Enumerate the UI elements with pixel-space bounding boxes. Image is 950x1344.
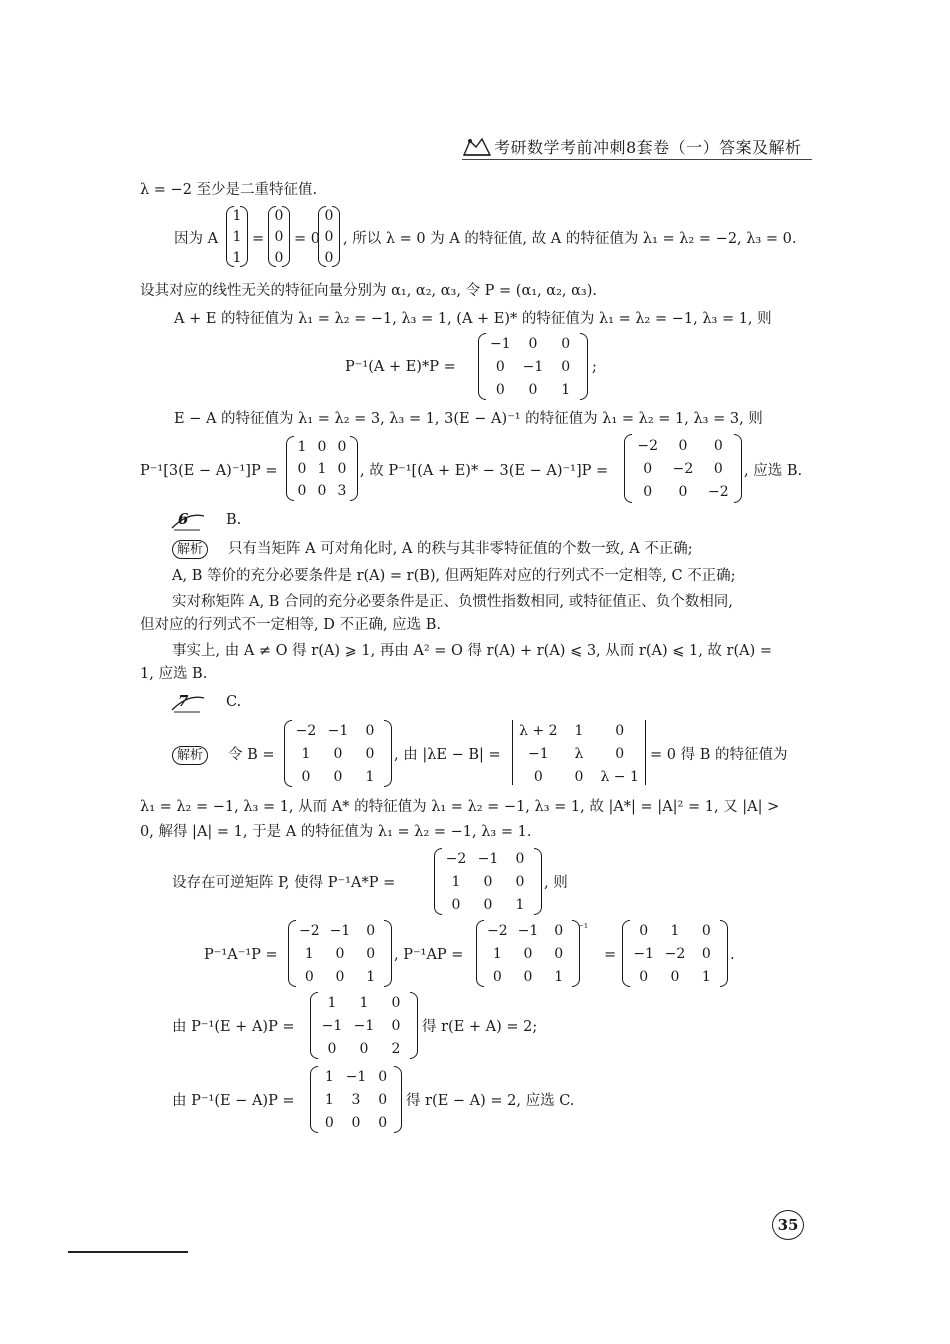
matrix-entry: 1 [324, 1069, 334, 1086]
text-line: , 应选 B. [744, 463, 803, 479]
matrix-entry: 0 [701, 946, 711, 962]
matrix-entry: 0 [335, 968, 345, 985]
matrix-entry: 0 [351, 1114, 361, 1131]
footer-rule [68, 1251, 188, 1253]
matrix [624, 434, 742, 504]
matrix-entry: 1 [492, 946, 502, 962]
text-line: 但对应的行列式不一定相等, D 不正确, 应选 B. [140, 617, 442, 633]
determinant [512, 720, 646, 788]
matrix-entry: 0 [643, 484, 653, 501]
matrix-entry: 0 [366, 946, 376, 962]
matrix-entry: 1 [232, 229, 242, 245]
matrix-entry: 0 [639, 923, 649, 940]
matrix-entry: 1 [324, 1092, 334, 1108]
matrix-entry: 0 [554, 946, 564, 962]
text-line: , P⁻¹AP = [394, 947, 464, 963]
matrix-entry: 0 [528, 381, 538, 398]
text-line: 得 r(E − A) = 2, 应选 C. [406, 1093, 575, 1109]
matrix-entry: −2 [445, 851, 467, 868]
matrix-entry: 0 [304, 968, 314, 985]
text-line: = 0 得 B 的特征值为 [650, 747, 788, 763]
matrix-right-bracket [645, 720, 646, 785]
matrix-entry: 0 [378, 1069, 388, 1086]
header-rule [462, 159, 812, 160]
matrix-entry: 0 [495, 381, 505, 398]
matrix [268, 206, 290, 268]
matrix-entry: 0 [324, 1114, 334, 1131]
matrix-left-bracket [512, 720, 513, 785]
matrix-entry: 0 [297, 461, 307, 477]
matrix-entry: 1 [701, 968, 711, 985]
matrix-entry: λ + 2 [519, 723, 558, 740]
text-line: 得 r(E + A) = 2; [422, 1019, 538, 1035]
analysis-tag: 解析 [172, 539, 208, 559]
answer-choice: C. [226, 694, 242, 710]
matrix-entry: 0 [391, 995, 401, 1012]
text-line: = [252, 231, 265, 247]
matrix-entry: −1 [633, 946, 654, 962]
matrix [318, 206, 340, 268]
matrix-entry: 0 [713, 437, 723, 454]
matrix-entry: 0 [337, 439, 347, 455]
matrix-entry: 0 [643, 461, 653, 477]
matrix-entry: 0 [615, 723, 625, 740]
matrix [284, 720, 392, 788]
matrix-entry: 0 [317, 483, 327, 499]
matrix-entry: 0 [528, 336, 538, 353]
matrix-entry: 0 [324, 208, 334, 225]
matrix [310, 1066, 402, 1134]
book-stack-icon [462, 135, 492, 157]
matrix-entry: 0 [274, 208, 284, 225]
text-line: A + E 的特征值为 λ₁ = λ₂ = −1, λ₃ = 1, (A + E)* 的特征值为 λ₁ = λ₂ = −1, λ₃ = 1, 则 [174, 311, 772, 327]
matrix-entry: 0 [327, 1040, 337, 1057]
matrix-entry: 0 [678, 484, 688, 501]
matrix-entry: 1 [574, 723, 584, 740]
text-line: P⁻¹[3(E − A)⁻¹]P = [140, 463, 278, 479]
matrix-entry: 0 [495, 359, 505, 375]
matrix-entry: 0 [483, 896, 493, 913]
matrix-entry: −2 [637, 437, 658, 454]
matrix-entry: 1 [301, 746, 311, 762]
matrix-entry: 0 [391, 1018, 401, 1034]
matrix-entry: 0 [523, 946, 533, 962]
matrix-entry: 1 [317, 461, 327, 477]
matrix-entry: 1 [359, 995, 369, 1012]
matrix-entry: −1 [353, 1018, 375, 1034]
matrix-entry: −1 [490, 336, 511, 353]
text-line: , 所以 λ = 0 为 A 的特征值, 故 A 的特征值为 λ₁ = λ₂ = −2, λ₃ = 0. [343, 231, 797, 247]
text-line: P⁻¹(A + E)*P = [345, 359, 456, 375]
header-title: 考研数学考前冲刺8套卷（一）答案及解析 [494, 138, 802, 157]
text-line: , 则 [544, 875, 568, 891]
matrix-entry: 0 [713, 461, 723, 477]
matrix-entry: 1 [232, 249, 242, 266]
matrix-entry: 0 [301, 768, 311, 785]
text-line: 事实上, 由 A ≠ O 得 r(A) ⩾ 1, 再由 A² = O 得 r(A) + r(A) ⩽ 3, 从而 r(A) ⩽ 1, 故 r(A) = [172, 643, 773, 659]
matrix [310, 992, 418, 1060]
matrix-entry: λ − 1 [600, 768, 639, 785]
matrix-entry: −1 [477, 851, 499, 868]
matrix-entry: 1 [365, 768, 375, 785]
text-line: 令 B = [228, 747, 275, 763]
matrix-entry: 0 [337, 461, 347, 477]
matrix-entry: 3 [351, 1092, 361, 1108]
text-line: P⁻¹A⁻¹P = [204, 947, 278, 963]
matrix-entry: 0 [533, 768, 543, 785]
text-line: . [730, 947, 735, 963]
running-header [462, 133, 812, 159]
matrix-entry: −2 [672, 461, 694, 477]
matrix [288, 920, 392, 988]
text-line: 由 P⁻¹(E − A)P = [172, 1093, 295, 1109]
matrix-entry: 0 [365, 746, 375, 762]
matrix-entry: 0 [297, 483, 307, 499]
answer-choice: B. [226, 512, 242, 528]
text-line: 由 P⁻¹(E + A)P = [172, 1019, 295, 1035]
matrix-entry: 0 [515, 851, 525, 868]
text-line: A, B 等价的充分必要条件是 r(A) = r(B), 但两矩阵对应的行列式不一定相等, C 不正确; [172, 568, 736, 584]
matrix-entry: 0 [378, 1114, 388, 1131]
matrix-entry: −2 [708, 484, 729, 501]
matrix-entry: 0 [574, 768, 584, 785]
matrix-entry: 1 [232, 208, 242, 225]
matrix-entry: 0 [335, 946, 345, 962]
matrix-entry: 0 [561, 359, 571, 375]
text-line: , 故 P⁻¹[(A + E)* − 3(E − A)⁻¹]P = [360, 463, 609, 479]
matrix-entry: 1 [670, 923, 680, 940]
matrix-entry: 0 [366, 923, 376, 940]
matrix-entry: 2 [391, 1040, 401, 1057]
matrix-entry: 0 [378, 1092, 388, 1108]
analysis-tag: 解析 [172, 745, 208, 765]
text-line: = [604, 947, 617, 963]
matrix-entry: 1 [366, 968, 376, 985]
matrix-entry: −1 [522, 359, 544, 375]
text-line: 因为 A [174, 231, 219, 247]
matrix-entry: 0 [483, 874, 493, 890]
matrix-entry: 0 [670, 968, 680, 985]
matrix-entry: 0 [701, 923, 711, 940]
matrix-entry: 1 [561, 381, 571, 398]
matrix-entry: 0 [678, 437, 688, 454]
matrix-entry: 3 [337, 483, 347, 499]
text-line: 只有当矩阵 A 可对角化时, A 的秩与其非零特征值的个数一致, A 不正确; [228, 541, 693, 557]
matrix-entry: 1 [451, 874, 461, 890]
matrix-entry: 0 [365, 723, 375, 740]
matrix [478, 333, 588, 401]
matrix [622, 920, 728, 988]
matrix-entry: −1 [327, 723, 349, 740]
matrix-entry: 0 [274, 249, 284, 266]
matrix-entry: 1 [304, 946, 314, 962]
matrix-entry: 0 [639, 968, 649, 985]
text-line: , 由 |λE − B| = [394, 747, 501, 763]
matrix-entry: −1 [345, 1069, 367, 1086]
matrix-entry: λ [574, 746, 584, 762]
matrix-entry: 0 [333, 746, 343, 762]
text-line: 设其对应的线性无关的特征向量分别为 α₁, α₂, α₃, 令 P = (α₁, α₂, α₃). [140, 283, 597, 299]
matrix-entry: 1 [297, 439, 307, 455]
matrix-entry: −2 [299, 923, 320, 940]
matrix-entry: 0 [561, 336, 571, 353]
matrix-entry: 0 [359, 1040, 369, 1057]
matrix-entry: 1 [327, 995, 337, 1012]
text-line: λ₁ = λ₂ = −1, λ₃ = 1, 从而 A* 的特征值为 λ₁ = λ₂ = −1, λ₃ = 1, 故 |A*| = |A|² = 1, 又 |A| > [140, 799, 780, 815]
matrix [286, 436, 358, 502]
matrix-entry: −2 [295, 723, 317, 740]
matrix-entry: 0 [451, 896, 461, 913]
question-number: 7 [170, 692, 206, 714]
text-line: ; [592, 359, 597, 375]
matrix-entry: 0 [615, 746, 625, 762]
matrix-entry: 0 [324, 249, 334, 266]
matrix [226, 206, 248, 268]
text-line: λ = −2 至少是二重特征值. [140, 182, 318, 198]
matrix-entry: −2 [487, 923, 508, 940]
page-number: 35 [772, 1210, 804, 1240]
text-line: E − A 的特征值为 λ₁ = λ₂ = 3, λ₃ = 1, 3(E − A)⁻¹ 的特征值为 λ₁ = λ₂ = 1, λ₃ = 3, 则 [174, 411, 763, 427]
matrix [476, 920, 580, 988]
text-line: 实对称矩阵 A, B 合同的充分必要条件是正、负惯性指数相同, 或特征值正、负个数相同, [172, 594, 733, 610]
matrix-entry: 1 [515, 896, 525, 913]
question-number: 6 [170, 510, 206, 532]
matrix [434, 848, 542, 916]
matrix-entry: −1 [321, 1018, 343, 1034]
matrix-entry: 0 [333, 768, 343, 785]
matrix-entry: 0 [515, 874, 525, 890]
inverse-superscript: ⁻¹ [578, 921, 589, 934]
matrix-entry: 0 [324, 229, 334, 245]
matrix-entry: −1 [517, 923, 539, 940]
matrix-entry: 1 [554, 968, 564, 985]
text-line: = 0 [294, 231, 320, 247]
matrix-entry: −1 [329, 923, 351, 940]
text-line: 设存在可逆矩阵 P, 使得 P⁻¹A*P = [172, 875, 396, 891]
matrix-entry: 0 [274, 229, 284, 245]
matrix-entry: −1 [528, 746, 549, 762]
matrix-entry: 0 [554, 923, 564, 940]
text-line: 1, 应选 B. [140, 666, 208, 682]
matrix-entry: 0 [492, 968, 502, 985]
matrix-entry: 0 [523, 968, 533, 985]
text-line: 0, 解得 |A| = 1, 于是 A 的特征值为 λ₁ = λ₂ = −1, λ₃ = 1. [140, 824, 532, 840]
matrix-entry: −2 [664, 946, 686, 962]
matrix-entry: 0 [317, 439, 327, 455]
